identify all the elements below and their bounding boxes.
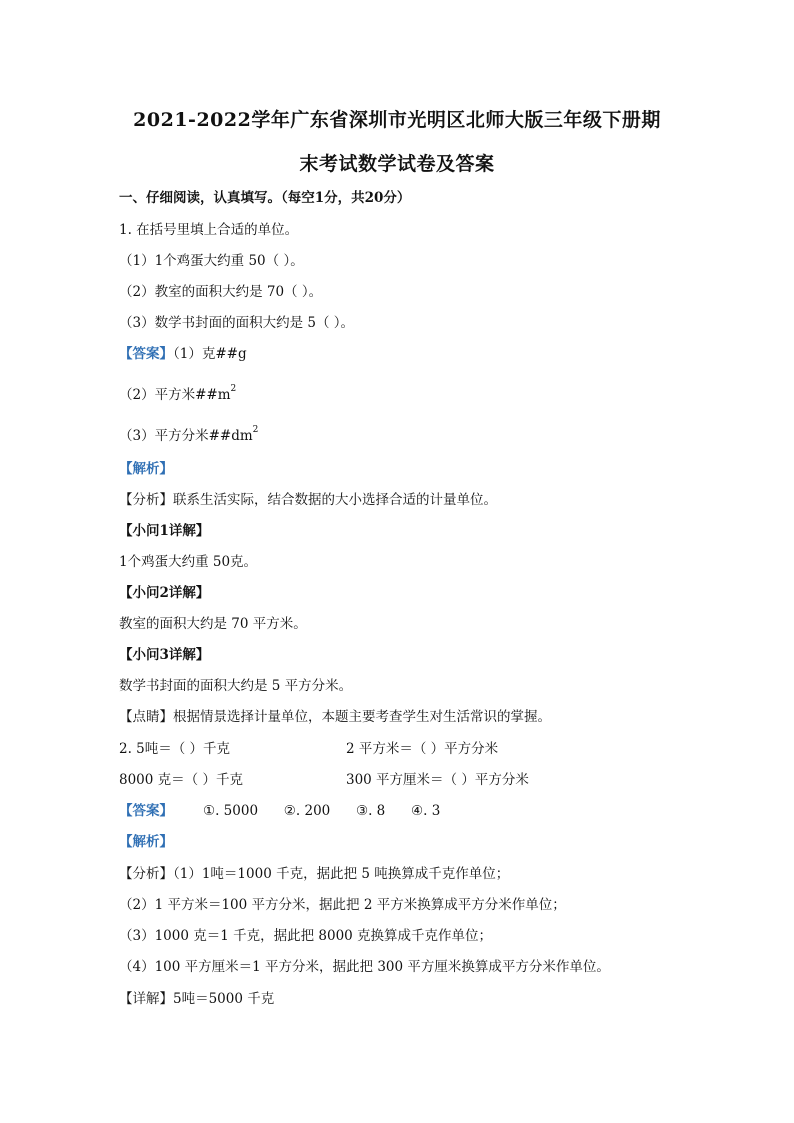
- q1-part3: （3）数学书封面的面积大约是 5（ ）。: [119, 315, 355, 331]
- q2-fenxi-3: （3）1000 克＝1 千克，据此把 8000 克换算成千克作单位；: [119, 928, 493, 944]
- q1-fenxi: 【分析】联系生活实际，结合数据的大小选择合适的计量单位。: [119, 492, 497, 508]
- q1-dianjing: 【点睛】根据情景选择计量单位，本题主要考查学生对生活常识的掌握。: [119, 709, 551, 725]
- q1-answer-line: [119, 342, 247, 362]
- q2-fenxi-4: （4）100 平方厘米＝1 平方分米，据此把 300 平方厘米换算成平方分米作单位。: [119, 959, 610, 975]
- q2-analysis-tag: 【解析】: [119, 834, 173, 850]
- q2-fenxi-2: （2）1 平方米＝100 平方分米，据此把 2 平方米换算成平方分米作单位；: [119, 897, 566, 913]
- q1-answer-3: [119, 424, 258, 444]
- q1-answer-3-text: （3）平方分米##dm: [119, 428, 253, 444]
- q1-sub1-tag: 【小问1详解】: [119, 523, 210, 539]
- q2-row1-left: 2. 5吨＝（ ）千克: [119, 741, 231, 757]
- q1-sub3: 数学书封面的面积大约是 5 平方分米。: [119, 678, 353, 694]
- q2-row2-left: 8000 克＝（ ）千克: [119, 772, 243, 788]
- title-line-2: 末考试数学试卷及答案: [299, 153, 495, 175]
- q2-fenxi-1: 【分析】（1）1吨＝1000 千克，据此把 5 吨换算成千克作单位；: [119, 866, 510, 882]
- section-heading: 一、仔细阅读，认真填写。（每空1分，共20分）: [119, 190, 411, 206]
- title-line-1: 2021-2022学年广东省深圳市光明区北师大版三年级下册期: [133, 109, 661, 131]
- q1-sub3-tag: 【小问3详解】: [119, 647, 210, 663]
- q1-part2: （2）教室的面积大约是 70（ ）。: [119, 284, 323, 300]
- q1-sub2: 教室的面积大约是 70 平方米。: [119, 616, 307, 632]
- q2-answer-line: [119, 799, 440, 819]
- q2-row1-right: 2 平方米＝（ ）平方分米: [346, 741, 499, 757]
- q1-answer-2: [119, 383, 236, 403]
- q1-answer-1: （1）克##g: [173, 346, 247, 362]
- answer-tag: 【答案】: [119, 803, 173, 819]
- q2-detail: 【详解】5吨＝5000 千克: [119, 991, 275, 1007]
- q1-part1: （1）1个鸡蛋大约重 50（ ）。: [119, 253, 304, 269]
- superscript: 2: [252, 425, 259, 435]
- q1-analysis-tag: 【解析】: [119, 461, 173, 477]
- answer-tag: 【答案】: [119, 346, 173, 362]
- q1-sub2-tag: 【小问2详解】: [119, 585, 210, 601]
- superscript: 2: [230, 384, 237, 394]
- q1-sub1: 1个鸡蛋大约重 50克。: [119, 554, 258, 570]
- q1-stem: 1. 在括号里填上合适的单位。: [119, 222, 299, 238]
- q1-answer-2-text: （2）平方米##m: [119, 387, 231, 403]
- q2-answers: ①. 5000 ②. 200 ③. 8 ④. 3: [203, 803, 441, 819]
- q2-row2-right: 300 平方厘米＝（ ）平方分米: [346, 772, 529, 788]
